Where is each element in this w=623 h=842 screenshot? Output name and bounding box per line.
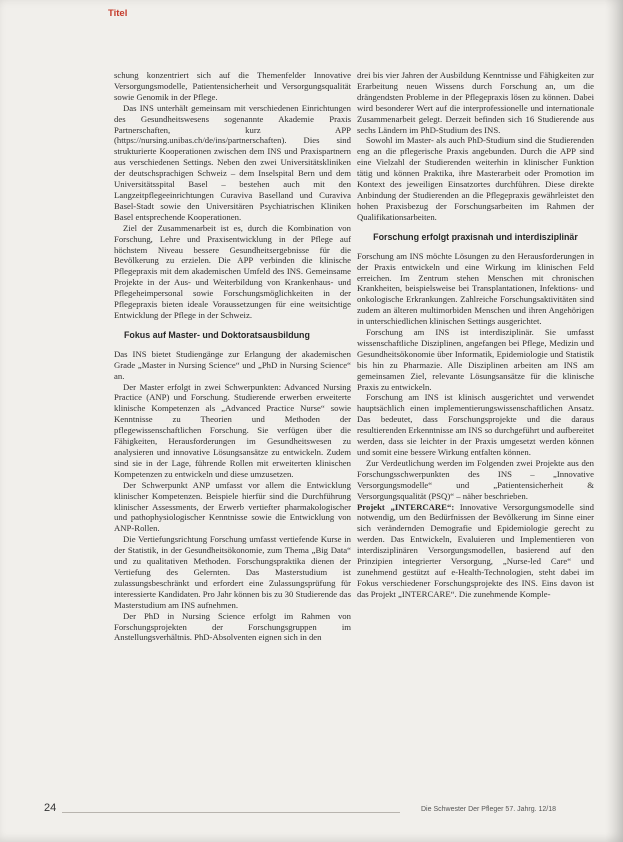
paragraph: Forschung am INS ist interdisziplinär. Sie umfasst wissenschaftliche Disziplinen, angefangen bei Pflege, Medizin und Gesundheitsökonomie über Informatik, Epidemiologie und Statistik bis hin zu Pharmazie. Alle Disziplinen arbeiten am INS am gemeinsamen Ziel, relevante Lösungsansätze für die klinische Praxis zu entwickeln. xyxy=(357,327,594,392)
paragraph: Forschung am INS ist klinisch ausgerichtet und verwendet hauptsächlich einen implementierungswissenschaftlichen Ansatz. Das bedeutet, dass Forschungsprojekte und die daraus resultierenden Erkenntnisse am INS so durchgeführt und aufbereitet werden, dass sie leichter in der Praxis umgesetzt werden können und somit eine bessere Wirkung entfalten können. xyxy=(357,392,594,457)
paragraph xyxy=(357,502,594,600)
section-heading: Fokus auf Master- und Doktoratsausbildung xyxy=(124,329,310,340)
paragraph: Ziel der Zusammenarbeit ist es, durch die Kombination von Forschung, Lehre und Praxisentwicklung in der Pflege auf höchstem Niveau bessere Gesundheitsergebnisse für die Bevölkerung zu erzielen. Die APP verbinden die klinische Pflegepraxis mit dem akademischen Umfeld des INS. Gemeinsame Projekte in der Aus- und Weiterbildung von Krankenhaus- und Pflegeheimpersonal sowie Forschungsmöglichkeiten in der Pflegepraxis bieten ideale Voraussetzungen für eine weitsichtige Entwicklung der Pflege in der Schweiz. xyxy=(114,222,351,320)
paragraph-text: Innovative Versorgungsmodelle sind notwendig, um den Bedürfnissen der Bevölkerung im Sinne einer sich verändernden Demografie und Epidemiologie gerecht zu werden. Das Entwickeln, Evaluieren und Implementieren von interdisziplinären Versorgungsmodellen, basierend auf den Prinzipien integrierter Versorgung, „Nurse-led Care“ und zunehmend gestützt auf e-Health-Technologien, steht dabei im Fokus verschiedener Forschungsprojekte des INS. Eins davon ist das Projekt „INTERCARE“. Die zunehmende Komple- xyxy=(357,501,594,599)
paragraph: Zur Verdeutlichung werden im Folgenden zwei Projekte aus den Forschungsschwerpunkten des INS – „Innovative Versorgungsmodelle“ und „Patientensicherheit & Versorgungsqualität (PSQ)“ – näher beschrieben. xyxy=(357,457,594,501)
paragraph: Die Vertiefungsrichtung Forschung umfasst vertiefende Kurse in der Statistik, in der Gesundheitsökonomie, zum Thema „Big Data“ und zu qualitativen Methoden. Forschungspraktika dienen der Vertiefung des Gelernten. Das Masterstudium ist zulassungsbeschränkt und erfordert eine Zulassungsprüfung für interessierte Kandidaten. Pro Jahr können bis zu 30 Studierende das Masterstudium am INS aufnehmen. xyxy=(114,534,351,610)
paragraph: Das INS bietet Studiengänge zur Erlangung der akademischen Grade „Master in Nursing Science“ und „PhD in Nursing Science“ an. xyxy=(114,348,351,381)
paragraph: Der PhD in Nursing Science erfolgt im Rahmen von Forschungsprojekten der Forschungsgruppen im Anstellungsverhältnis. PhD-Absolventen eignen sich in den xyxy=(114,610,351,643)
publication-info: Die Schwester Der Pfleger 57. Jahrg. 12/18 xyxy=(421,806,557,813)
page-number: 24 xyxy=(44,802,57,814)
right-column xyxy=(357,70,594,600)
project-lead: Projekt „INTERCARE“: xyxy=(357,501,455,512)
paragraph: Forschung am INS möchte Lösungen zu den Herausforderungen in der Praxis entwickeln und eine Wirkung im klinischen Feld erreichen. Im Zentrum stehen Menschen mit chronischen Krankheiten, beispielsweise bei Transplantationen, Infektions- und onkologische Erkrankungen. Zahlreiche Forschungsaktivitäten sind zudem an älteren multimorbiden Menschen und ihren Angehörigen in unterschiedlichen klinischen Settings ausgerichtet. xyxy=(357,250,594,327)
paragraph: Der Master erfolgt in zwei Schwerpunkten: Advanced Nursing Practice (ANP) und Forschung. Studierende erwerben erweiterte klinische Kompetenzen als „Advanced Practice Nurse“ sowie Kenntnisse zu Theorien und Methoden der pflegewissenschaftlichen Forschung. Sie verfügen über die Fähigkeiten, Herausforderungen im Gesundheitswesen zu analysieren und innovative Lösungsansätze zu entwickeln. Zudem sind sie in der Lage, führende Rollen mit erweiterten klinischen Kompetenzen zu entwickeln und diese umzusetzen. xyxy=(114,381,351,479)
section-heading: Forschung erfolgt praxisnah und interdisziplinär xyxy=(373,231,578,242)
paragraph: Das INS unterhält gemeinsam mit verschiedenen Einrichtungen des Gesundheitswesens sogenannte Akademie Praxis Partnerschaften, kurz APP (https://nursing.unibas.ch/de/ins/partnerschaften). Dies sind strukturierte Kooperationen zwischen dem INS und Praxispartnern aus verschiedenen Settings. Neben den zwei Universitätskliniken der deutschsprachigen Schweiz – dem Inselspital Bern und dem Universitätsspital Basel – bestehen auch mit den Langzeitpflegeeinrichtungen Curaviva Baselland und Curaviva Basel-Stadt sowie den Universitären Psychiatrischen Kliniken Basel entsprechende Kooperationen. xyxy=(114,102,351,222)
footer-divider xyxy=(62,812,400,813)
section-title: Titel xyxy=(108,8,128,19)
paragraph: Der Schwerpunkt ANP umfasst vor allem die Entwicklung klinischer Kompetenzen. Beispiele hierfür sind die Durchführung klinischer Assessments, der Erwerb vertiefter pharmakologischer und pathophysiologischer Kenntnisse sowie die Entwicklung von ANP-Rollen. xyxy=(114,479,351,534)
paragraph: Sowohl im Master- als auch PhD-Studium sind die Studierenden eng an die pflegerische Praxis angebunden. Durch die APP sind eine Vielzahl der Studierenden weiterhin in klinischer Funktion tätig und können Praktika, ihre Masterarbeit oder Promotion im Kontext des jeweiligen Einsatzortes durchführen. Diese direkte Anbindung der Studierenden an die Pflegepraxis gewährleistet den hohen Praxisbezug der Forschungsarbeiten im Rahmen der Qualifikationsarbeiten. xyxy=(357,135,594,222)
paragraph: schung konzentriert sich auf die Themenfelder Innovative Versorgungsmodelle, Patientensicherheit und Versorgungsqualität sowie Genomik in der Pflege. xyxy=(114,70,351,102)
left-column xyxy=(114,70,351,643)
paragraph: drei bis vier Jahren der Ausbildung Kenntnisse und Fähigkeiten zur Erarbeitung neuen Wissens durch Forschung an, um die drängendsten Probleme in der Pflegepraxis lösen zu können. Dabei wird besonderer Wert auf die interprofessionelle und internationale Zusammenarbeit gelegt. Derzeit befinden sich 16 Studierende aus sechs Ländern im PhD-Studium des INS. xyxy=(357,70,594,135)
